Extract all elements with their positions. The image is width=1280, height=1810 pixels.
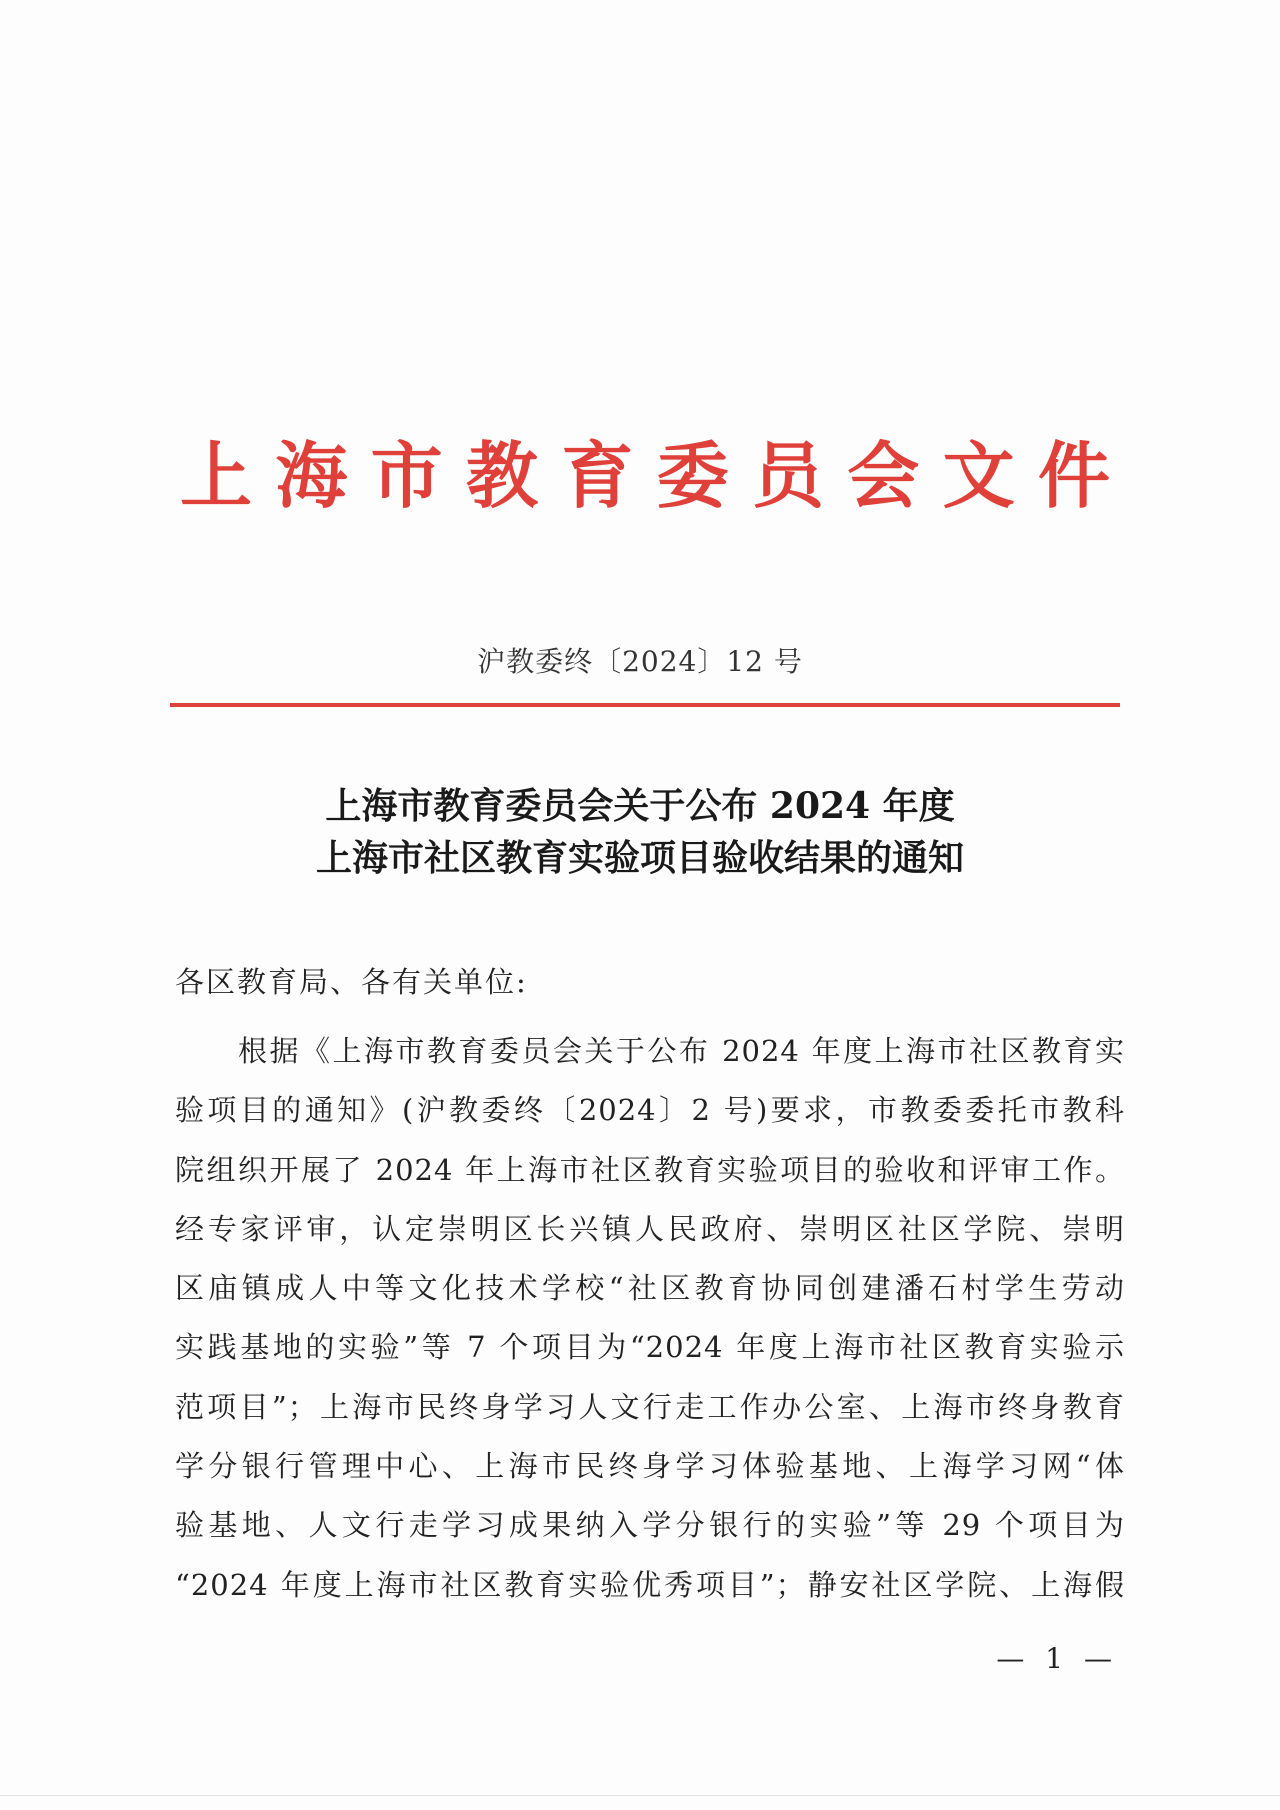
header-char: 委 xyxy=(656,433,729,518)
body-line: 学分银行管理中心、上海市民终身学习体验基地、上海学习网“体 xyxy=(175,1449,1125,1484)
header-char: 教 xyxy=(465,433,538,518)
body-text xyxy=(175,1022,1125,1615)
scan-edge-line xyxy=(0,1795,1280,1796)
page-number: — 1 — xyxy=(996,1642,1118,1675)
body-line: 验基地、人文行走学习成果纳入学分银行的实验”等 29 个项目为 xyxy=(175,1508,1125,1543)
header-char: 件 xyxy=(1037,433,1110,518)
body-line: “2024 年度上海市社区教育实验优秀项目”；静安社区学院、上海假 xyxy=(175,1567,1125,1602)
header-char: 员 xyxy=(751,433,824,518)
header-char: 海 xyxy=(275,433,348,518)
salutation: 各区教育局、各有关单位: xyxy=(175,965,528,999)
body-line: 根据《上海市教育委员会关于公布 2024 年度上海市社区教育实 xyxy=(238,1034,1125,1068)
notice-title-line: 上海市教育委员会关于公布 2024 年度 xyxy=(325,785,955,827)
header-char: 文 xyxy=(942,433,1015,518)
body-line: 院组织开展了 2024 年上海市社区教育实验项目的验收和评审工作。 xyxy=(175,1152,1125,1187)
document-number: 沪教委终〔2024〕12 号 xyxy=(477,645,803,678)
body-line: 验项目的通知》(沪教委终〔2024〕2 号)要求，市教委委托市教科 xyxy=(175,1093,1125,1128)
body-line: 实践基地的实验”等 7 个项目为“2024 年度上海市社区教育实验示 xyxy=(175,1330,1125,1365)
issuer-header xyxy=(180,428,1110,524)
body-line: 经专家评审，认定崇明区长兴镇人民政府、崇明区社区学院、崇明 xyxy=(175,1211,1125,1246)
header-char: 上 xyxy=(180,433,253,518)
header-char: 会 xyxy=(847,433,920,518)
notice-title xyxy=(0,780,1280,884)
header-char: 育 xyxy=(561,433,634,518)
header-char: 市 xyxy=(370,433,443,518)
notice-title-line: 上海市社区教育实验项目验收结果的通知 xyxy=(315,837,964,879)
red-divider xyxy=(170,703,1120,707)
body-line: 区庙镇成人中等文化技术学校“社区教育协同创建潘石村学生劳动 xyxy=(175,1271,1125,1306)
body-line: 范项目”；上海市民终身学习人文行走工作办公室、上海市终身教育 xyxy=(175,1389,1125,1424)
